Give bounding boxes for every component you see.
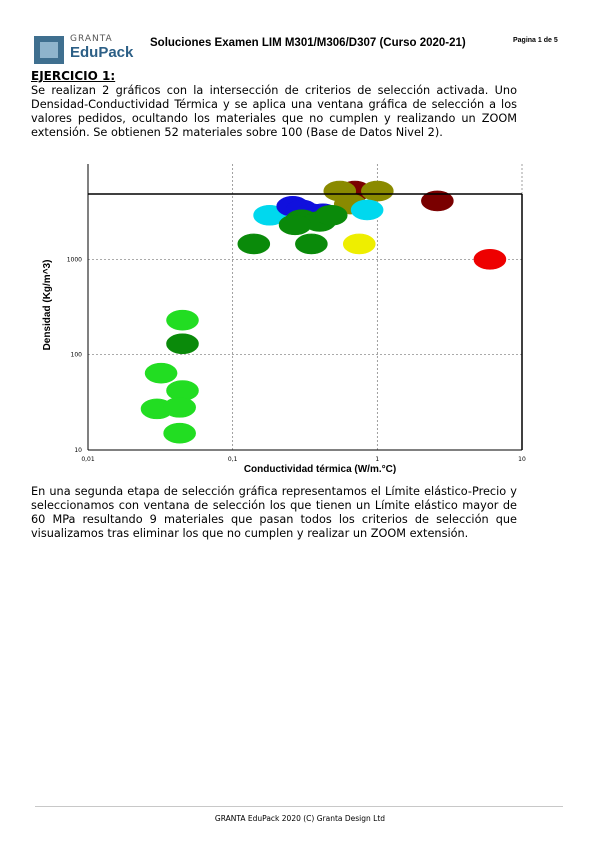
data-point <box>361 181 393 201</box>
x-axis-label: Conductividad térmica (W/m.°C) <box>243 464 397 475</box>
chart-marks <box>141 181 506 443</box>
x-tick-label: 0,01 <box>81 456 95 463</box>
granta-edupack-logo <box>34 34 134 66</box>
chart-ticks <box>67 256 526 463</box>
density-conductivity-chart <box>30 160 570 480</box>
data-point <box>145 363 177 383</box>
logo-top-text: GRANTA <box>70 34 113 44</box>
footer-text: GRANTA EduPack 2020 (C) Granta Design Ltd <box>214 814 386 823</box>
data-point <box>164 423 196 443</box>
logo-bottom-text: EduPack <box>70 44 134 61</box>
y-tick-label: 100 <box>70 351 82 359</box>
data-point <box>351 200 383 220</box>
data-point <box>474 249 506 269</box>
exercise-paragraph-1: Se realizan 2 gráficos con la intersección de criterios de selección activada. Uno Densidad-Conductividad Térmica y se aplica una ventana gráfica de selección a los valores pedidos, ocultando los materiales que no cumplen y realizando un ZOOM extensión. Se obtienen 52 materiales sobre 100 (Base de Datos Nivel 2). <box>31 84 517 139</box>
page-number: Pagina 1 de 5 <box>513 37 558 44</box>
data-point <box>166 334 198 354</box>
data-point <box>315 205 347 225</box>
document-title: Soluciones Examen LIM M301/M306/D307 (Curso 2020-21) <box>150 37 466 49</box>
exercise-title: EJERCICIO 1: <box>31 69 116 83</box>
x-tick-label: 1 <box>375 456 380 463</box>
footer-divider <box>35 806 563 807</box>
x-tick-label: 10 <box>518 456 526 463</box>
logo-mark-icon <box>34 36 64 64</box>
y-tick-label: 10 <box>74 447 82 454</box>
data-point <box>343 234 375 254</box>
x-tick-label: 0,1 <box>227 456 238 463</box>
exercise-paragraph-2: En una segunda etapa de selección gráfica representamos el Límite elástico-Precio y seleccionamos con ventana de selección los que tienen un Límite elástico mayor de 60 MPa resultando 9 materiales que pasan todos los criterios de selección que visualizamos tras eliminar los que no cumplen y realizar un ZOOM extensión. <box>31 485 517 540</box>
data-point <box>164 397 196 417</box>
y-axis-label: Densidad (Kg/m^3) <box>42 259 53 351</box>
data-point <box>295 234 327 254</box>
data-point <box>238 234 270 254</box>
y-tick-label: 1000 <box>66 256 82 264</box>
data-point <box>166 310 198 330</box>
data-point <box>279 215 311 235</box>
